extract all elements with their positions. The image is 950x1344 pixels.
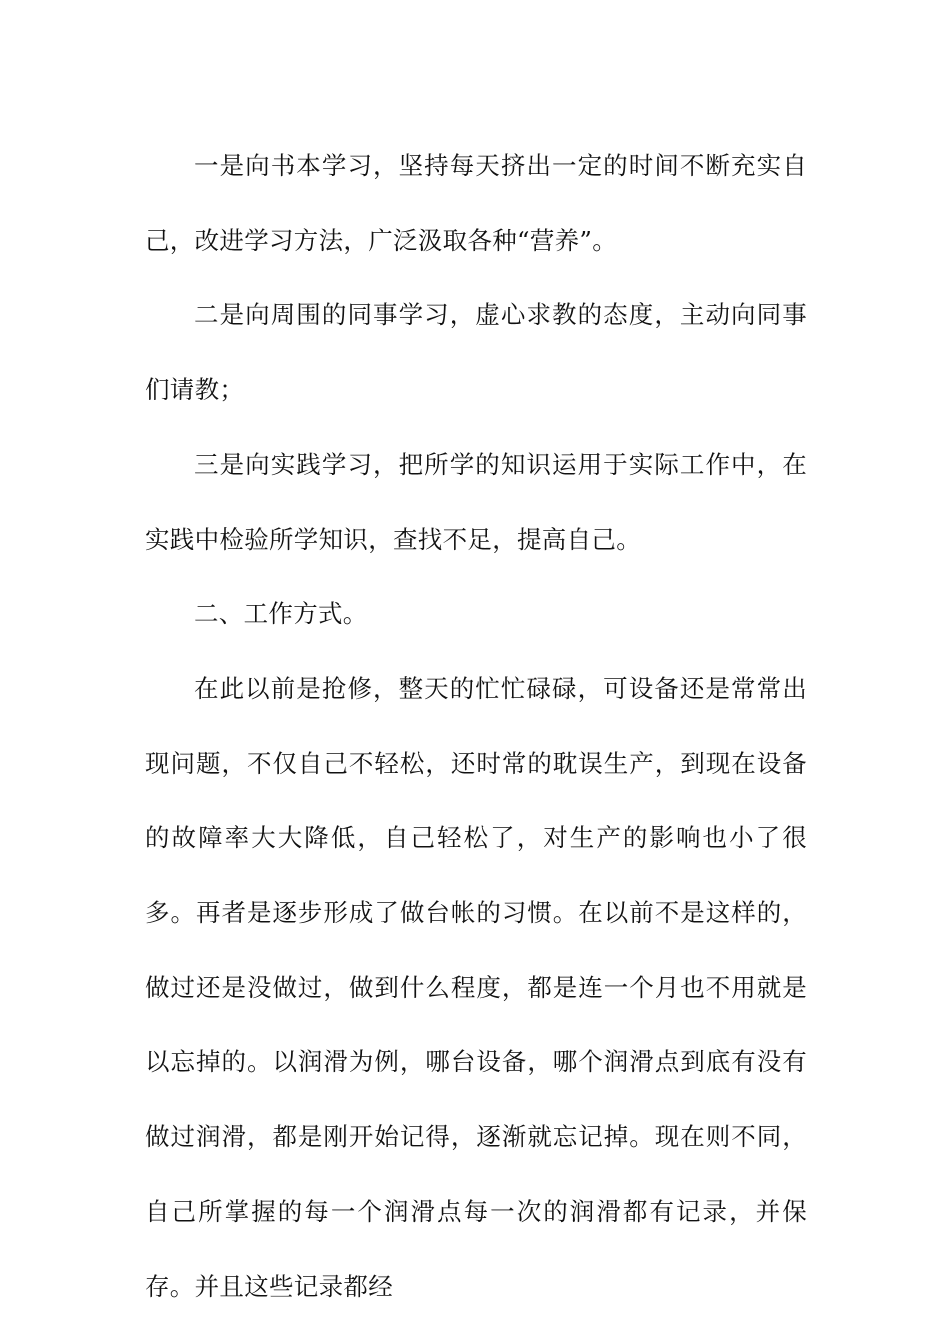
section-heading-work-method: 二、工作方式。 xyxy=(194,599,368,629)
paragraph-study-books: 一是向书本学习，坚持每天挤出一定的时间不断充实自己，改进学习方法，广泛汲取各种“营养”。 xyxy=(145,151,807,255)
paragraph-study-practice: 三是向实践学习，把所学的知识运用于实际工作中，在实践中检验所学知识，查找不足，提高自己。 xyxy=(145,449,807,554)
document-body xyxy=(145,129,807,1324)
paragraph-work-method-body: 在此以前是抢修，整天的忙忙碌碌，可设备还是常常出现问题，不仅自己不轻松，还时常的耽误生产，到现在设备的故障率大大降低，自己轻松了，对生产的影响也小了很多。再者是逐步形成了做台帐的习惯。在以前不是这样的，做过还是没做过，做到什么程度，都是连一个月也不用就是以忘掉的。以润滑为例，哪台设备，哪个润滑点到底有没有做过润滑，都是刚开始记得，逐渐就忘记掉。现在则不同，自己所掌握的每一个润滑点每一次的润滑都有记录，并保存。并且这些记录都经 xyxy=(145,673,807,1301)
paragraph-study-colleagues: 二是向周围的同事学习，虚心求教的态度，主动向同事们请教； xyxy=(145,300,807,405)
